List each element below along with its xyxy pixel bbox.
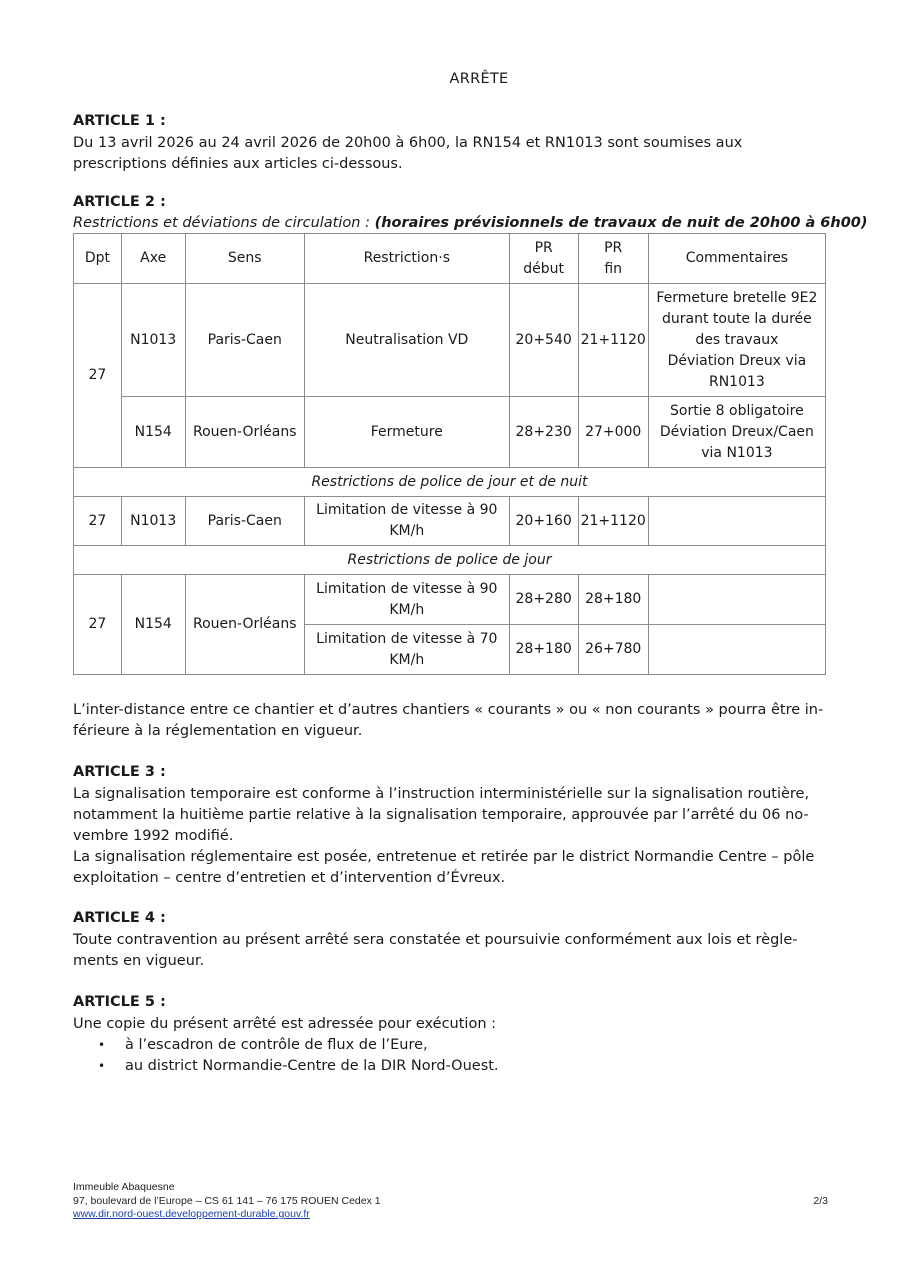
cell-commentaire xyxy=(648,284,825,397)
article-2-heading: ARTICLE 2 : xyxy=(73,194,166,210)
cell-sens: Rouen-Orléans xyxy=(185,397,304,468)
comment-line: Sortie 8 obligatoire xyxy=(670,402,804,419)
table-row xyxy=(74,497,826,546)
restrictions-table xyxy=(73,233,826,675)
cell-pr-fin: 21+1120 xyxy=(578,497,648,546)
section-row-day-night xyxy=(74,468,826,497)
cell-axe: N154 xyxy=(121,575,185,675)
cell-axe: N154 xyxy=(121,397,185,468)
cell-pr-fin: 26+780 xyxy=(578,625,648,675)
article-2-after-table: L’inter-distance entre ce chantier et d’autres chantiers « courants » ou « non courants » pourra être in-férieure à la réglementation en vigueur. xyxy=(73,702,824,739)
page-number: 2/3 xyxy=(813,1194,828,1207)
comment-line: Fermeture bretelle 9E2 xyxy=(656,289,818,306)
cell-pr-debut: 28+230 xyxy=(509,397,578,468)
header-sens: Sens xyxy=(185,234,304,284)
footer-address: 97, boulevard de l’Europe – CS 61 141 – 76 175 ROUEN Cedex 1 xyxy=(73,1194,381,1207)
cell-sens: Paris-Caen xyxy=(185,497,304,546)
header-pr-fin-l1: PR xyxy=(604,239,623,256)
cell-sens: Rouen-Orléans xyxy=(185,575,304,675)
header-commentaires: Commentaires xyxy=(648,234,825,284)
article-3-text-2: La signalisation réglementaire est posée, entretenue et retirée par le district Normandie Centre – pôle exploitation – centre d’entretien et d’intervention d’Évreux. xyxy=(73,849,815,886)
cell-restriction xyxy=(304,575,509,625)
article-2-intro xyxy=(73,213,868,234)
restriction-line: Limitation de vitesse à 90 xyxy=(316,580,498,597)
header-restriction: Restriction·s xyxy=(304,234,509,284)
comment-line: via N1013 xyxy=(701,444,773,461)
list-item xyxy=(98,1056,798,1077)
footer-website-link[interactable]: www.dir.nord-ouest.developpement-durable.gouv.fr xyxy=(73,1208,310,1220)
section-day: Restrictions de police de jour xyxy=(74,546,826,575)
restriction-line: KM/h xyxy=(389,651,425,668)
comment-line: RN1013 xyxy=(708,373,765,390)
cell-restriction xyxy=(304,625,509,675)
section-row-day xyxy=(74,546,826,575)
cell-axe: N1013 xyxy=(121,497,185,546)
restriction-line: KM/h xyxy=(389,601,425,618)
cell-axe: N1013 xyxy=(121,284,185,397)
bullet-icon: • xyxy=(98,1059,106,1073)
restriction-line: Limitation de vitesse à 70 xyxy=(316,630,498,647)
page-footer xyxy=(73,1181,828,1222)
cell-pr-fin: 27+000 xyxy=(578,397,648,468)
table-header-row xyxy=(74,234,826,284)
article-2-intro-bold: (horaires prévisionnels de travaux de nuit de 20h00 à 6h00) xyxy=(374,215,868,231)
article-2-intro-italic: Restrictions et déviations de circulation : xyxy=(73,215,375,231)
cell-commentaire xyxy=(648,497,825,546)
cell-pr-fin: 21+1120 xyxy=(578,284,648,397)
table-row xyxy=(74,575,826,625)
cell-dpt: 27 xyxy=(74,284,122,468)
article-5-text: Une copie du présent arrêté est adressée pour exécution : xyxy=(73,1016,497,1032)
cell-dpt: 27 xyxy=(74,575,122,675)
cell-dpt: 27 xyxy=(74,497,122,546)
article-4-heading: ARTICLE 4 : xyxy=(73,910,166,926)
cell-restriction xyxy=(304,497,509,546)
document-title: ARRÊTE xyxy=(449,71,509,87)
header-axe: Axe xyxy=(121,234,185,284)
article-5-bullet-list xyxy=(98,1035,798,1077)
bullet-text: au district Normandie-Centre de la DIR Nord-Ouest. xyxy=(125,1058,499,1074)
comment-line: durant toute la durée xyxy=(662,310,812,327)
cell-restriction: Neutralisation VD xyxy=(304,284,509,397)
header-pr-fin xyxy=(578,234,648,284)
header-pr-debut xyxy=(509,234,578,284)
bullet-text: à l’escadron de contrôle de flux de l’Eure, xyxy=(125,1037,428,1053)
footer-building: Immeuble Abaquesne xyxy=(73,1181,175,1193)
table-row xyxy=(74,284,826,397)
header-pr-debut-l2: début xyxy=(523,260,565,277)
cell-pr-debut: 28+180 xyxy=(509,625,578,675)
article-1-heading: ARTICLE 1 : xyxy=(73,113,166,129)
list-item xyxy=(98,1035,798,1056)
restriction-line: Limitation de vitesse à 90 xyxy=(316,502,498,518)
article-3-text-1: La signalisation temporaire est conforme à l’instruction interministérielle sur la signalisation routière, notamment la huitième partie relative à la signalisation temporaire, approuvée par l’arrêté du 06 no-vembre 1992 modifié. xyxy=(73,786,810,844)
bullet-icon: • xyxy=(98,1038,106,1052)
header-pr-fin-l2: fin xyxy=(604,260,623,277)
comment-line: des travaux xyxy=(695,331,779,348)
cell-commentaire xyxy=(648,625,825,675)
comment-line: Déviation Dreux via xyxy=(667,352,807,369)
cell-commentaire xyxy=(648,397,825,468)
restriction-line: KM/h xyxy=(389,523,425,539)
header-pr-debut-l1: PR xyxy=(534,239,553,256)
article-5-heading: ARTICLE 5 : xyxy=(73,994,166,1010)
article-4-text: Toute contravention au présent arrêté sera constatée et poursuivie conformément aux lois et règle-ments en vigueur. xyxy=(73,932,798,969)
cell-restriction: Fermeture xyxy=(304,397,509,468)
table-row xyxy=(74,397,826,468)
article-1-text: Du 13 avril 2026 au 24 avril 2026 de 20h00 à 6h00, la RN154 et RN1013 sont soumises aux prescriptions définies aux articles ci-dessous. xyxy=(73,135,743,172)
comment-line: Déviation Dreux/Caen xyxy=(659,423,814,440)
header-dpt: Dpt xyxy=(74,234,122,284)
cell-pr-debut: 28+280 xyxy=(509,575,578,625)
section-day-night: Restrictions de police de jour et de nuit xyxy=(74,468,826,497)
cell-sens: Paris-Caen xyxy=(185,284,304,397)
cell-pr-fin: 28+180 xyxy=(578,575,648,625)
cell-pr-debut: 20+160 xyxy=(509,497,578,546)
cell-commentaire xyxy=(648,575,825,625)
article-3-heading: ARTICLE 3 : xyxy=(73,764,166,780)
cell-pr-debut: 20+540 xyxy=(509,284,578,397)
